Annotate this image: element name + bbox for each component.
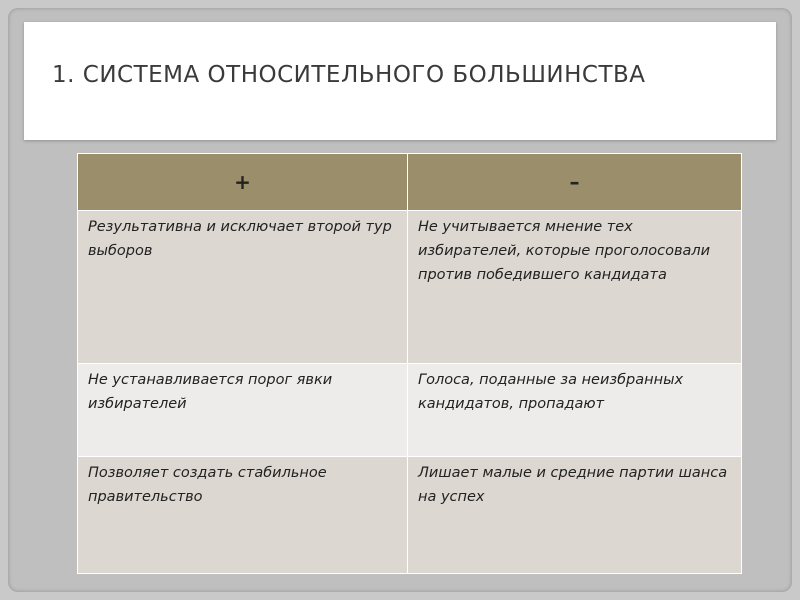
slide-title: 1. СИСТЕМА ОТНОСИТЕЛЬНОГО БОЛЬШИНСТВА [52, 62, 646, 88]
cell-minus: Лишает малые и средние партии шанса на успех [408, 457, 742, 574]
cell-plus: Результативна и исключает второй тур выборов [78, 211, 408, 364]
pros-cons-table [77, 153, 742, 574]
table-row [78, 211, 742, 364]
table-row [78, 364, 742, 457]
cell-minus: Голоса, поданные за неизбранных кандидатов, пропадают [408, 364, 742, 457]
table-header-row [78, 154, 742, 211]
table-row [78, 457, 742, 574]
cell-plus: Не устанавливается порог явки избирателей [78, 364, 408, 457]
cell-minus: Не учитывается мнение тех избирателей, которые проголосовали против победившего кандидата [408, 211, 742, 364]
cell-plus: Позволяет создать стабильное правительство [78, 457, 408, 574]
header-plus: + [78, 154, 408, 211]
header-minus: – [408, 154, 742, 211]
